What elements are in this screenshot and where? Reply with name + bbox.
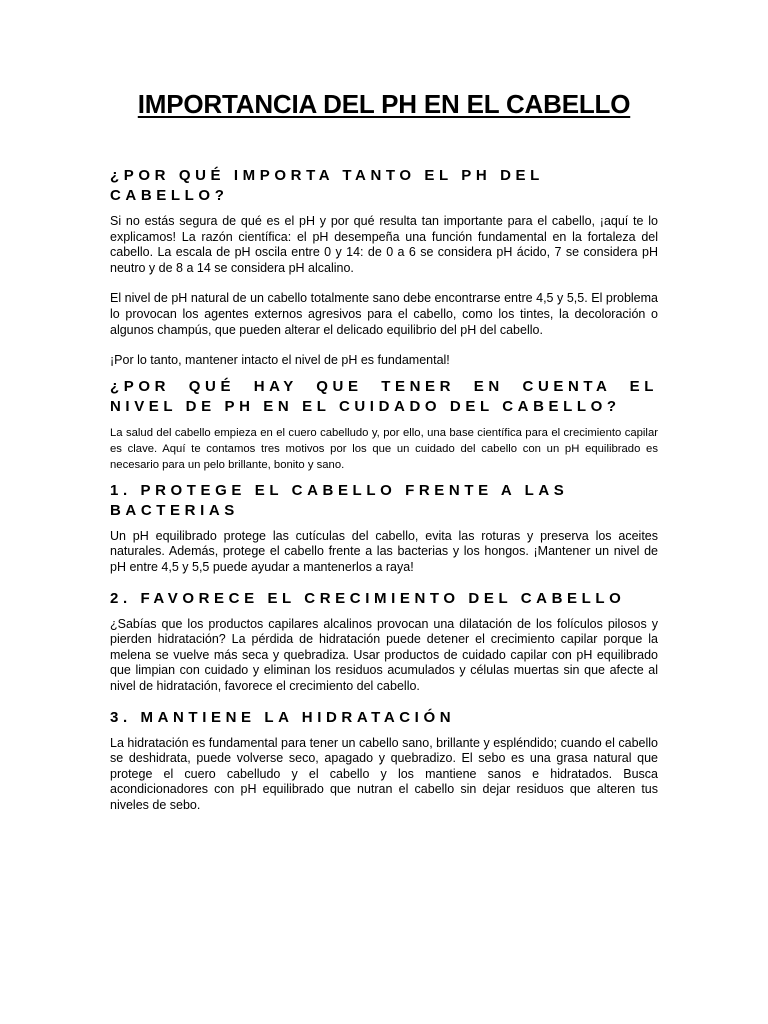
- section-heading: ¿POR QUÉ HAY QUE TENER EN CUENTA EL NIVEL DE PH EN EL CUIDADO DEL CABELLO?: [110, 377, 658, 415]
- paragraph: Un pH equilibrado protege las cutículas del cabello, evita las roturas y preserva los aceites naturales. Además, protege el cabello frente a las bacterias y los hongos. ¡Mantener un nivel de pH entre 4,5 y 5,5 puede ayudar a mantenerlos a raya!: [110, 528, 658, 574]
- section-heading: 1. PROTEGE EL CABELLO FRENTE A LAS BACTERIAS: [110, 481, 569, 519]
- paragraph: ¡Por lo tanto, mantener intacto el nivel de pH es fundamental!: [110, 353, 450, 368]
- paragraph: ¿Sabías que los productos capilares alcalinos provocan una dilatación de los folículos pilosos y pierden hidratación? La pérdida de hidratación puede detener el crecimiento capilar porque la melena se vuelve más seca y quebradiza. Usar productos de cuidado capilar con pH equilibrado que limpian con cuidado y eliminan los residuos acumulados y células muertas sin que afecte al nivel de hidratación, favorece el crecimiento del cabello.: [110, 616, 658, 693]
- document-body: [110, 166, 658, 813]
- document-title: IMPORTANCIA DEL PH EN EL CABELLO: [137, 89, 631, 119]
- section-heading: 3. MANTIENE LA HIDRATACIÓN: [110, 708, 456, 726]
- paragraph: La hidratación es fundamental para tener un cabello sano, brillante y espléndido; cuando el cabello se deshidrata, puede volverse seco, apagado y quebradizo. El sebo es una grasa natural que protege el cuero cabelludo y el cabello y los mantiene sanos e hidratados. Busca acondicionadores con pH equilibrado que nutran el cabello sin dejar residuos que alteren tus niveles de sebo.: [110, 735, 658, 812]
- section-hydration: [110, 708, 658, 814]
- section-heading: 2. FAVORECE EL CRECIMIENTO DEL CABELLO: [110, 589, 626, 607]
- section-growth: [110, 589, 658, 695]
- paragraph: El nivel de pH natural de un cabello totalmente sano debe encontrarse entre 4,5 y 5,5. El problema lo provocan los agentes externos agresivos para el cabello, como los tintes, la decoloración o algunos champús, que pueden alterar el delicado equilibrio del pH del cabello.: [110, 291, 658, 337]
- section-bacteria: [110, 481, 658, 576]
- section-heading: ¿POR QUÉ IMPORTA TANTO EL PH DEL CABELLO?: [110, 167, 544, 204]
- paragraph: Si no estás segura de qué es el pH y por qué resulta tan importante para el cabello, ¡aquí te lo explicamos! La razón científica: el pH desempeña una función fundamental en la fortaleza del cabello. La escala de pH oscila entre 0 y 14: de 0 a 6 se considera pH ácido, 7 se considera pH neutro y de 8 a 14 se considera pH alcalino.: [110, 214, 658, 275]
- section-ph-importance: [110, 166, 658, 369]
- section-ph-hair-care: [110, 377, 658, 473]
- paragraph: La salud del cabello empieza en el cuero cabelludo y, por ello, una base científica para el crecimiento capilar es clave. Aquí te contamos tres motivos por los que un cuidado del cabello con un pH equilibrado es necesario para un pelo brillante, bonito y sano.: [110, 426, 658, 471]
